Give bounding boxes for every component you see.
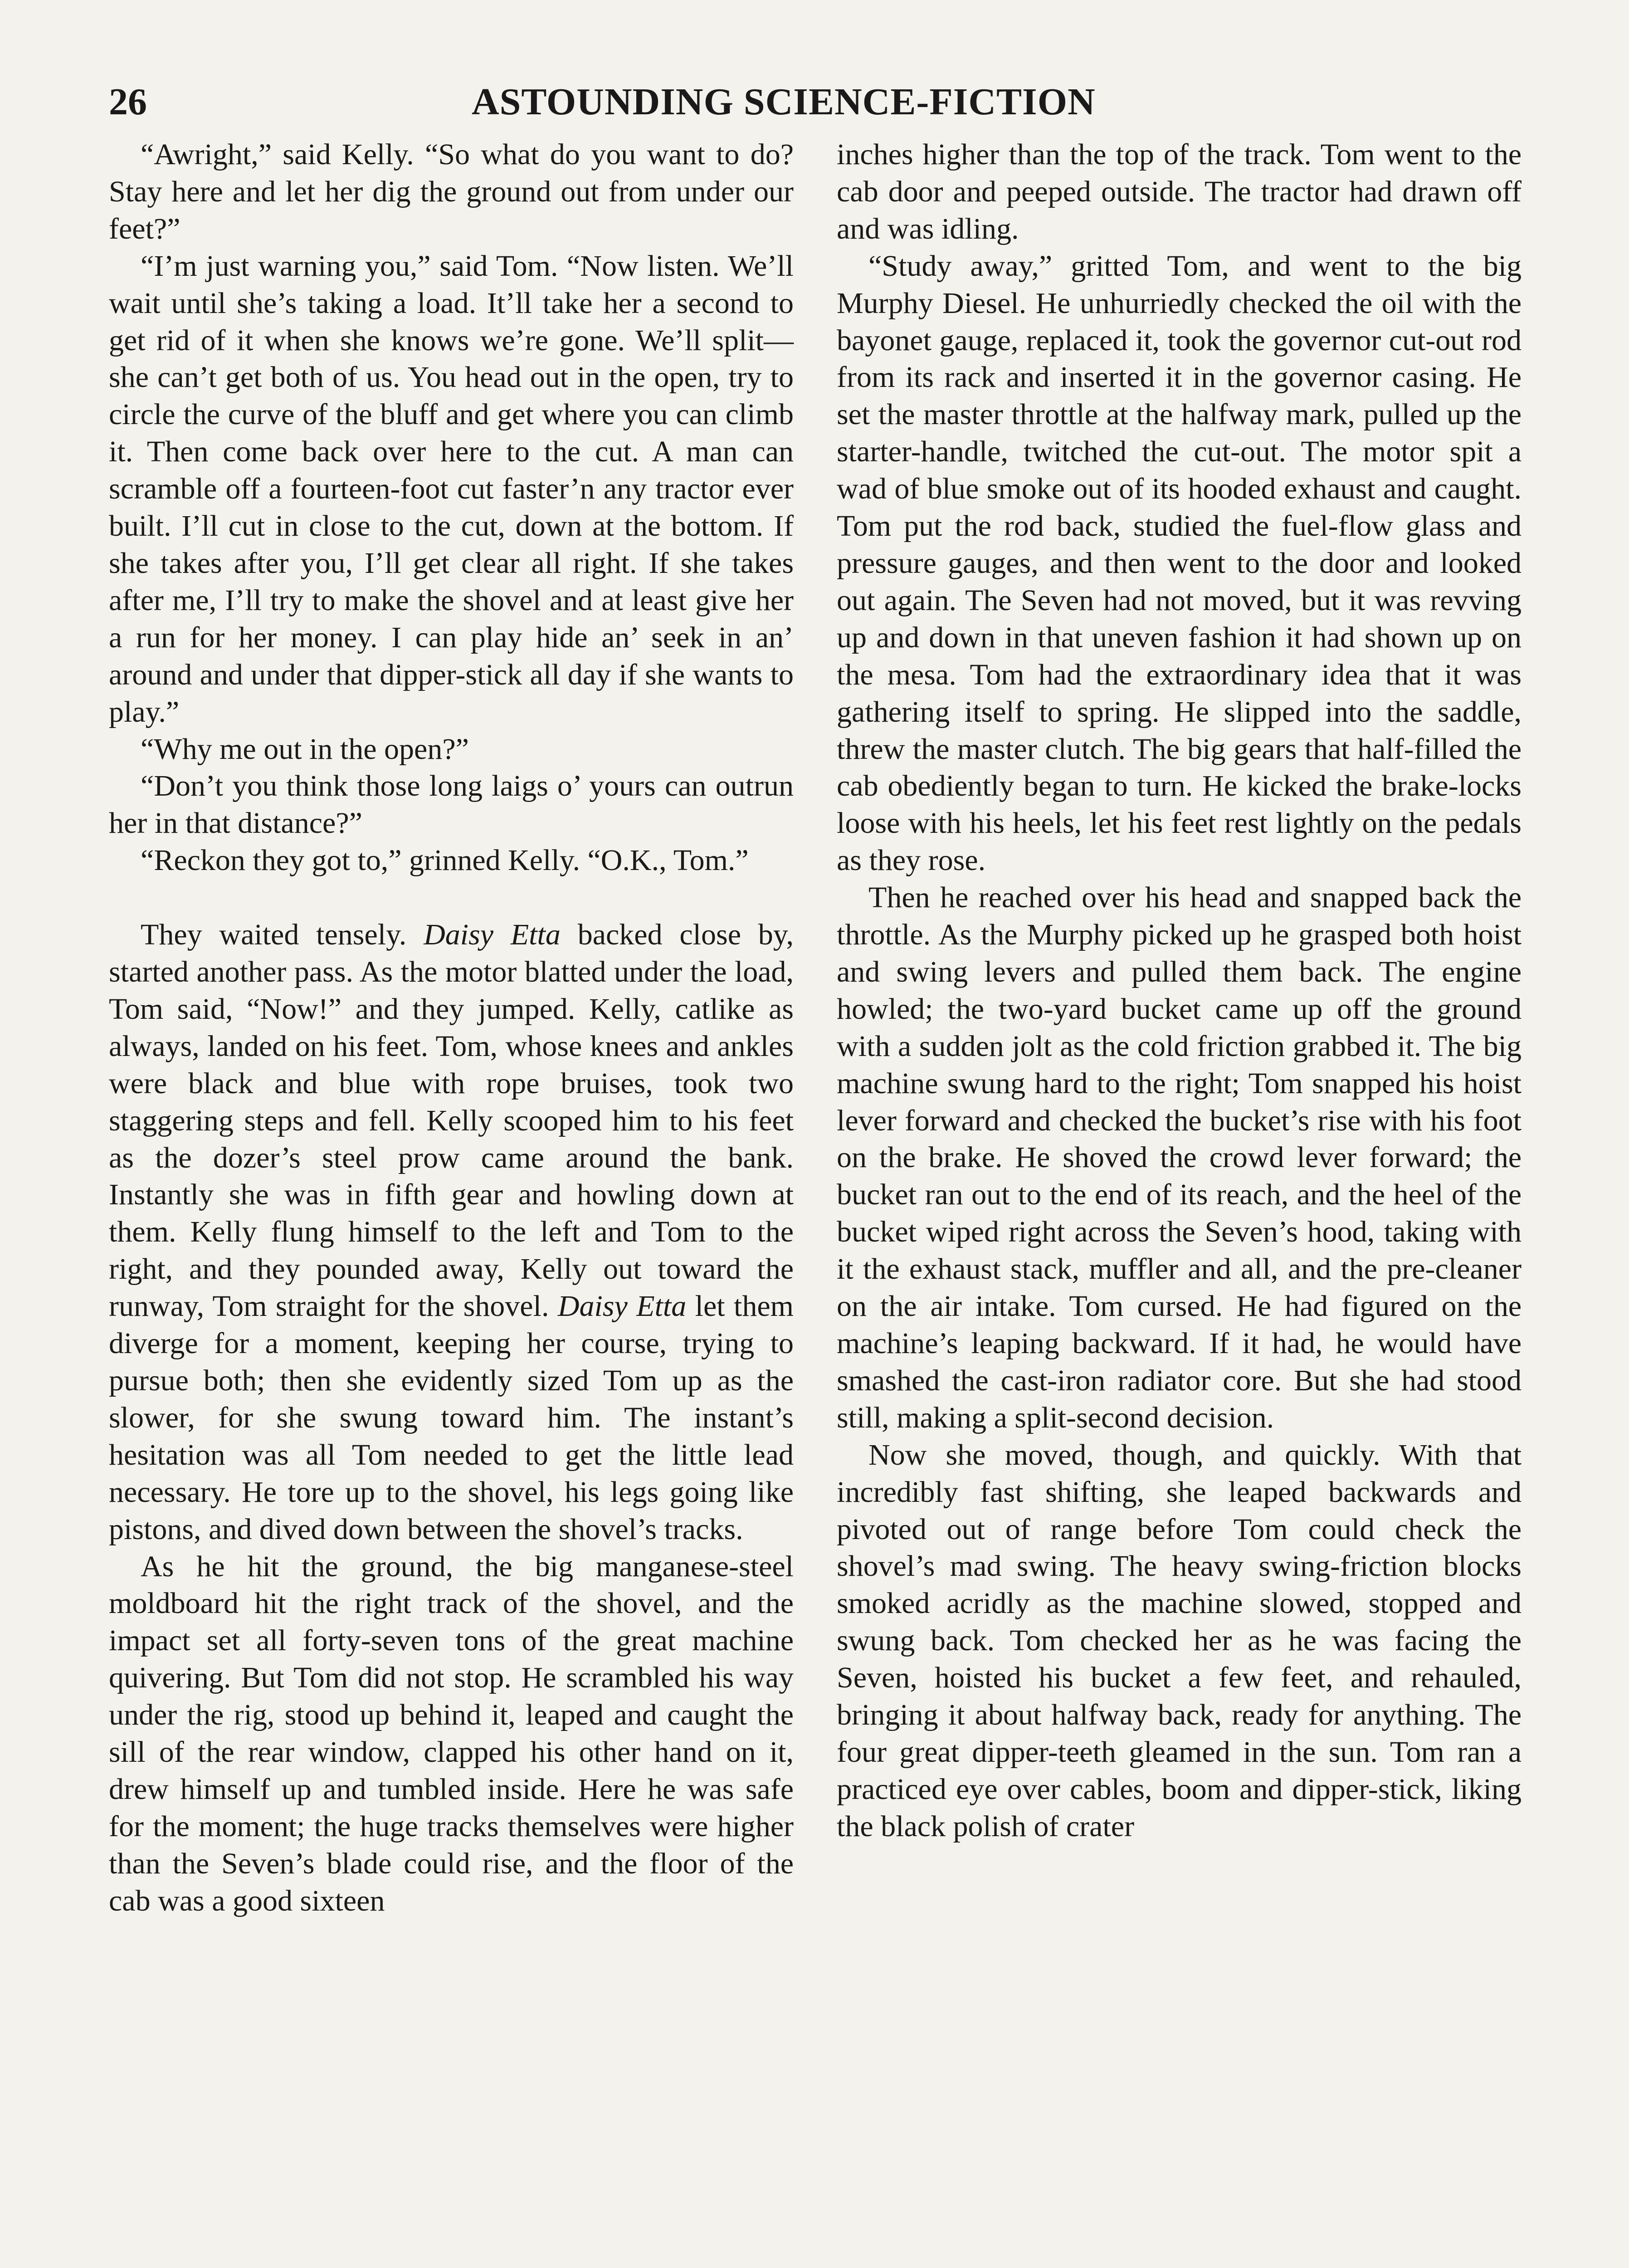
page-number: 26: [109, 81, 147, 123]
text-run: let them diverge for a moment, keeping her course, trying to pursue both; then she evidently sized Tom up as the slower, for she swung toward him. The instant’s hesitation was all Tom needed to get the little lead necessary. He tore up to the shovel, his legs going like pistons, and dived down between the shovel’s tracks.: [109, 1290, 794, 1546]
paragraph: Now she moved, though, and quickly. With that incredibly fast shifting, she leaped backwards and pivoted out of range before Tom could check the shovel’s mad swing. The heavy swing-friction blocks smoked acridly as the machine slowed, stopped and swung back. Tom checked her as he was facing the Seven, hoisted his bucket a few feet, and rehauled, bringing it about halfway back, ready for anything. The four great dipper-teeth gleamed in the sun. Tom ran a practiced eye over cables, boom and dipper-stick, liking the black polish of crater: [837, 1438, 1522, 1843]
paragraph: “Why me out in the open?”: [141, 732, 469, 766]
paragraph: “Study away,” gritted Tom, and went to the big Murphy Diesel. He unhurriedly checked the oil with the bayonet gauge, replaced it, took the governor cut-out rod from its rack and inserted it in the governor casing. He set the master throttle at the halfway mark, pulled up the starter-handle, twitched the cut-out. The motor spit a wad of blue smoke out of its hooded exhaust and caught. Tom put the rod back, studied the fuel-flow glass and pressure gauges, and then went to the door and looked out again. The Seven had not moved, but it was revving up and down in that uneven fashion it had shown up on the mesa. Tom had the extraordinary idea that it was gathering itself to spring. He slipped into the saddle, threw the master clutch. The big gears that half-filled the cab obediently began to turn. He kicked the brake-locks loose with his heels, let his feet rest lightly on the pedals as they rose.: [837, 249, 1522, 877]
running-title: ASTOUNDING SCIENCE-FICTION: [472, 81, 1096, 123]
page-header: [109, 75, 1524, 134]
left-column: [109, 136, 794, 1920]
ship-name: Daisy Etta: [557, 1290, 687, 1323]
text-run: backed close by, started another pass. As the motor blatted under the load, Tom said, “Now!” and they jumped. Kelly, catlike as always, landed on his feet. Tom, whose knees and ankles were black and blue with rope bruises, took two staggering steps and fell. Kelly scooped him to his feet as the dozer’s steel prow came around the bank. Instantly she was in fifth gear and howling down at them. Kelly flung himself to the left and Tom to the right, and they pounded away, Kelly out toward the runway, Tom straight for the shovel.: [109, 918, 794, 1323]
paragraph: [109, 916, 794, 1548]
paragraph: Then he reached over his head and snapped back the throttle. As the Murphy picked up he grasped both hoist and swing levers and pulled them back. The engine howled; the two-yard bucket came up off the ground with a sudden jolt as the cold friction grabbed it. The big machine swung hard to the right; Tom snapped his hoist lever forward and checked the bucket’s rise with his foot on the brake. He shoved the crowd lever forward; the bucket ran out to the end of its reach, and the heel of the bucket wiped right across the Seven’s hood, taking with it the exhaust stack, muffler and all, and the pre-cleaner on the air intake. Tom cursed. He had figured on the machine’s leaping backward. If it had, he would have smashed the cast-iron radiator core. But she had stood still, making a split-second decision.: [837, 881, 1522, 1434]
ship-name: Daisy Etta: [424, 918, 561, 952]
paragraph: “Don’t you think those long laigs o’ yours can outrun her in that distance?”: [109, 769, 794, 840]
paragraph: As he hit the ground, the big manganese-steel moldboard hit the right track of the shovel, and the impact set all forty-seven tons of the great machine quivering. But Tom did not stop. He scrambled his way under the rig, stood up behind it, leaped and caught the sill of the rear window, clapped his other hand on it, drew himself up and tumbled inside. Here he was safe for the moment; the huge tracks themselves were higher than the Seven’s blade could rise, and the floor of the cab was a good sixteen: [109, 1549, 794, 1917]
text-run: They waited tensely.: [141, 918, 424, 952]
paragraph: “Reckon they got to,” grinned Kelly. “O.K., Tom.”: [141, 844, 749, 877]
paragraph: “I’m just warning you,” said Tom. “Now listen. We’ll wait until she’s taking a load. It’ll take her a second to get rid of it when she knows we’re gone. We’ll split—she can’t get both of us. You head out in the open, try to circle the curve of the bluff and get where you can climb it. Then come back over here to the cut. A man can scramble off a fourteen-foot cut faster’n any tractor ever built. I’ll cut in close to the cut, down at the bottom. If she takes after you, I’ll get clear all right. If she takes after me, I’ll try to make the shovel and at least give her a run for her money. I can play hide an’ seek in an’ around and under that dipper-stick all day if she wants to play.”: [109, 249, 794, 728]
paragraph-continued: inches higher than the top of the track. Tom went to the cab door and peeped outside. The tractor had drawn off and was idling.: [837, 138, 1522, 245]
paragraph: “Awright,” said Kelly. “So what do you want to do? Stay here and let her dig the ground out from under our feet?”: [109, 138, 794, 245]
right-column: [837, 136, 1522, 1845]
